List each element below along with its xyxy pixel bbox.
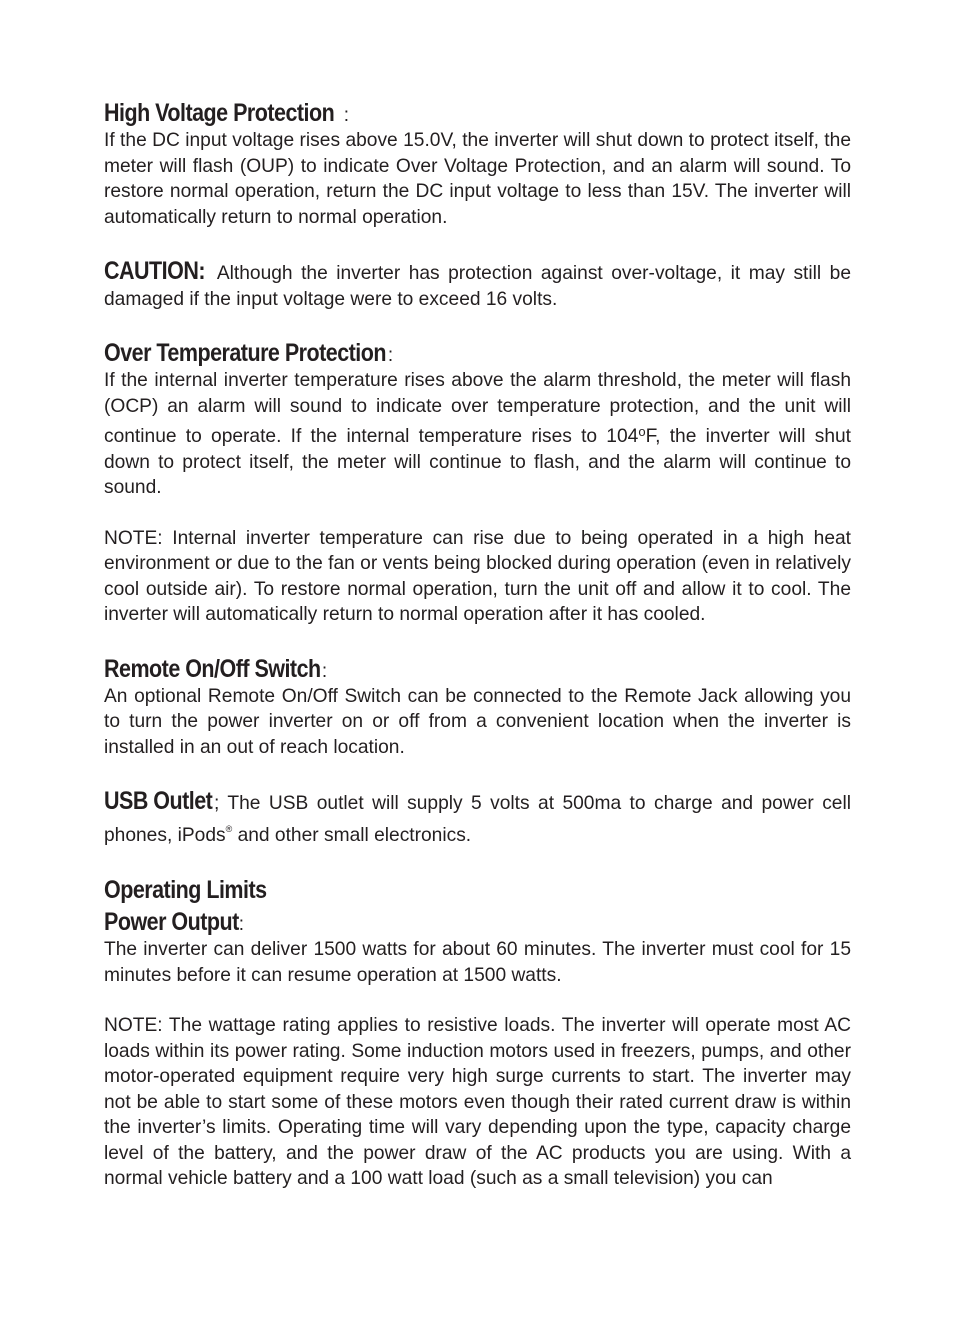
usb-outlet-body-part1: ; The USB outlet will supply 5 volts at 500ma to charge and power cell phones, iPods bbox=[104, 793, 851, 846]
registered-mark: ® bbox=[225, 823, 233, 834]
over-temperature-body-part2: F, the inverter will shut down to protect itself, the meter will continue to flash, and the alarm will continue to sound. bbox=[104, 426, 851, 498]
remote-switch-heading: Remote On/Off Switch bbox=[104, 654, 321, 683]
remote-switch-colon: : bbox=[321, 660, 328, 682]
power-output-heading-row bbox=[104, 907, 851, 937]
high-voltage-heading-row bbox=[104, 98, 851, 128]
power-output-body: The inverter can deliver 1500 watts for about 60 minutes. The inverter must cool for 15 minutes before it can resume operation at 1500 watts. bbox=[104, 939, 851, 986]
operating-limits-heading-row bbox=[104, 875, 851, 905]
caution-body: Although the inverter has protection against over-voltage, it may still be damaged if the input voltage were to exceed 16 volts. bbox=[104, 263, 851, 310]
caution-heading: CAUTION: bbox=[104, 257, 205, 285]
remote-switch-heading-row bbox=[104, 654, 851, 684]
section-remote-switch bbox=[104, 654, 851, 761]
high-voltage-heading: High Voltage Protection bbox=[104, 99, 335, 127]
over-temperature-heading: Over Temperature Protection bbox=[104, 339, 386, 367]
power-output-heading: Power Output bbox=[104, 908, 239, 936]
usb-outlet-paragraph bbox=[104, 789, 851, 848]
high-voltage-colon: : bbox=[343, 105, 349, 126]
degree-symbol: o bbox=[638, 424, 646, 439]
document-page bbox=[104, 98, 851, 1192]
over-temperature-body-part1: If the internal inverter temperature rises above the alarm threshold, the meter will flash (OCP) an alarm will sound to indicate over temperature protection, and the unit will continue to operate. If the internal temperature rises to 104 bbox=[104, 370, 851, 447]
section-operating-limits bbox=[104, 875, 851, 1192]
section-high-voltage bbox=[104, 98, 851, 230]
power-output-note: NOTE: The wattage rating applies to resistive loads. The inverter will operate most AC loads within its power rating. Some induction motors used in freezers, pumps, and other motor-operated equipment require very high surge currents to start. The inverter may not be able to start some of these motors even though their rated current draw is within the inverter’s limits. Operating time will vary depending upon the type, capacity charge level of the battery, and the power draw of the AC products you are using. With a normal vehicle battery and a 100 watt load (such as a small television) you can bbox=[104, 1015, 851, 1189]
remote-switch-body: An optional Remote On/Off Switch can be connected to the Remote Jack allowing you to turn the power inverter on or off from a convenient location when the inverter is installed in an out of reach location. bbox=[104, 685, 851, 758]
section-caution bbox=[104, 259, 851, 312]
over-temperature-colon: : bbox=[387, 345, 394, 366]
usb-outlet-body-part2: and other small electronics. bbox=[232, 824, 472, 846]
section-usb-outlet bbox=[104, 789, 851, 848]
over-temperature-body bbox=[104, 368, 851, 501]
over-temperature-heading-row bbox=[104, 338, 851, 368]
power-output-colon: : bbox=[238, 914, 244, 935]
caution-paragraph bbox=[104, 259, 851, 312]
high-voltage-body: If the DC input voltage rises above 15.0V, the inverter will shut down to protect itself, the meter will flash (OUP) to indicate Over Voltage Protection, and an alarm will sound. To restore normal operation, return the DC input voltage to less than 15V. The inverter will automatically return to normal operation. bbox=[104, 130, 851, 228]
operating-limits-heading: Operating Limits bbox=[104, 876, 267, 904]
section-over-temperature bbox=[104, 338, 851, 628]
usb-outlet-heading: USB Outlet bbox=[104, 787, 213, 815]
over-temperature-note: NOTE: Internal inverter temperature can rise due to being operated in a high heat environment or due to the fan or vents being blocked during operation (even in relatively cool outside air). To restore normal operation, turn the unit off and allow it to cool. The inverter will automatically return to normal operation after it has cooled. bbox=[104, 527, 851, 625]
